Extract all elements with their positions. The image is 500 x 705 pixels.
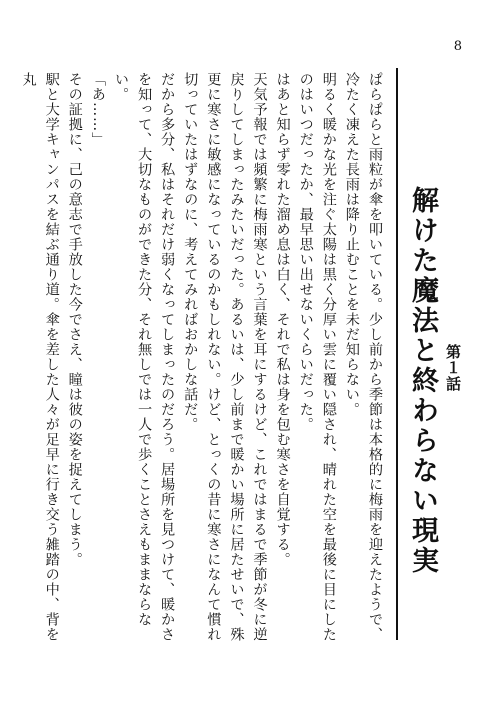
paragraph: 明るく暖かな光を注ぐ太陽は黒く分厚い雲に覆い隠され、晴れた空を最後に目にしたのはいつだったか、最早思い出せないくらいだった。	[297, 72, 337, 642]
body-text	[18, 72, 386, 646]
chapter-divider	[396, 68, 398, 640]
paragraph: ぱらぱらと雨粒が傘を叩いている。少し前から季節は本格的に梅雨を迎えたようで、冷たく凍えた長雨は降り止むことを未だ知らない。	[343, 72, 383, 642]
chapter-number: 第１話	[444, 344, 462, 392]
page-number: 8	[453, 39, 462, 54]
chapter-heading	[404, 88, 464, 648]
paragraph: 駅と大学キャンパスを結ぶ通り道。傘を差した人々が足早に行き交う雑踏の中、背を丸	[20, 72, 60, 642]
paragraph: 「あ……」	[89, 72, 106, 147]
paragraph: その証拠に、己の意志で手放した今でさえ、瞳は彼の姿を捉えてしまう。	[66, 72, 83, 567]
chapter-title: 解けた魔法と終わらない現実	[407, 186, 438, 576]
paragraph: だから多分、私はそれだけ弱くなってしまったのだろう。居場所を見つけて、暖かさを知って、大切なものができた分、それ無しでは一人で歩くことさえもままならない。	[112, 72, 176, 642]
paragraph: はあと知らず零れた溜め息は白く、それで私は身を包む寒さを自覚する。	[274, 72, 291, 567]
paragraph: 天気予報では頻繁に梅雨寒という言葉を耳にするけど、これではまるで季節が冬に逆戻りしてしまったみたいだった。あるいは、少し前まで暖かい場所に居たせいで、殊更に寒さに敏感になっているのかもしれない。けど、とっくの昔に寒さになんて慣れ切っていたはずなのに、考えてみればおかしな話だ。	[182, 72, 268, 642]
